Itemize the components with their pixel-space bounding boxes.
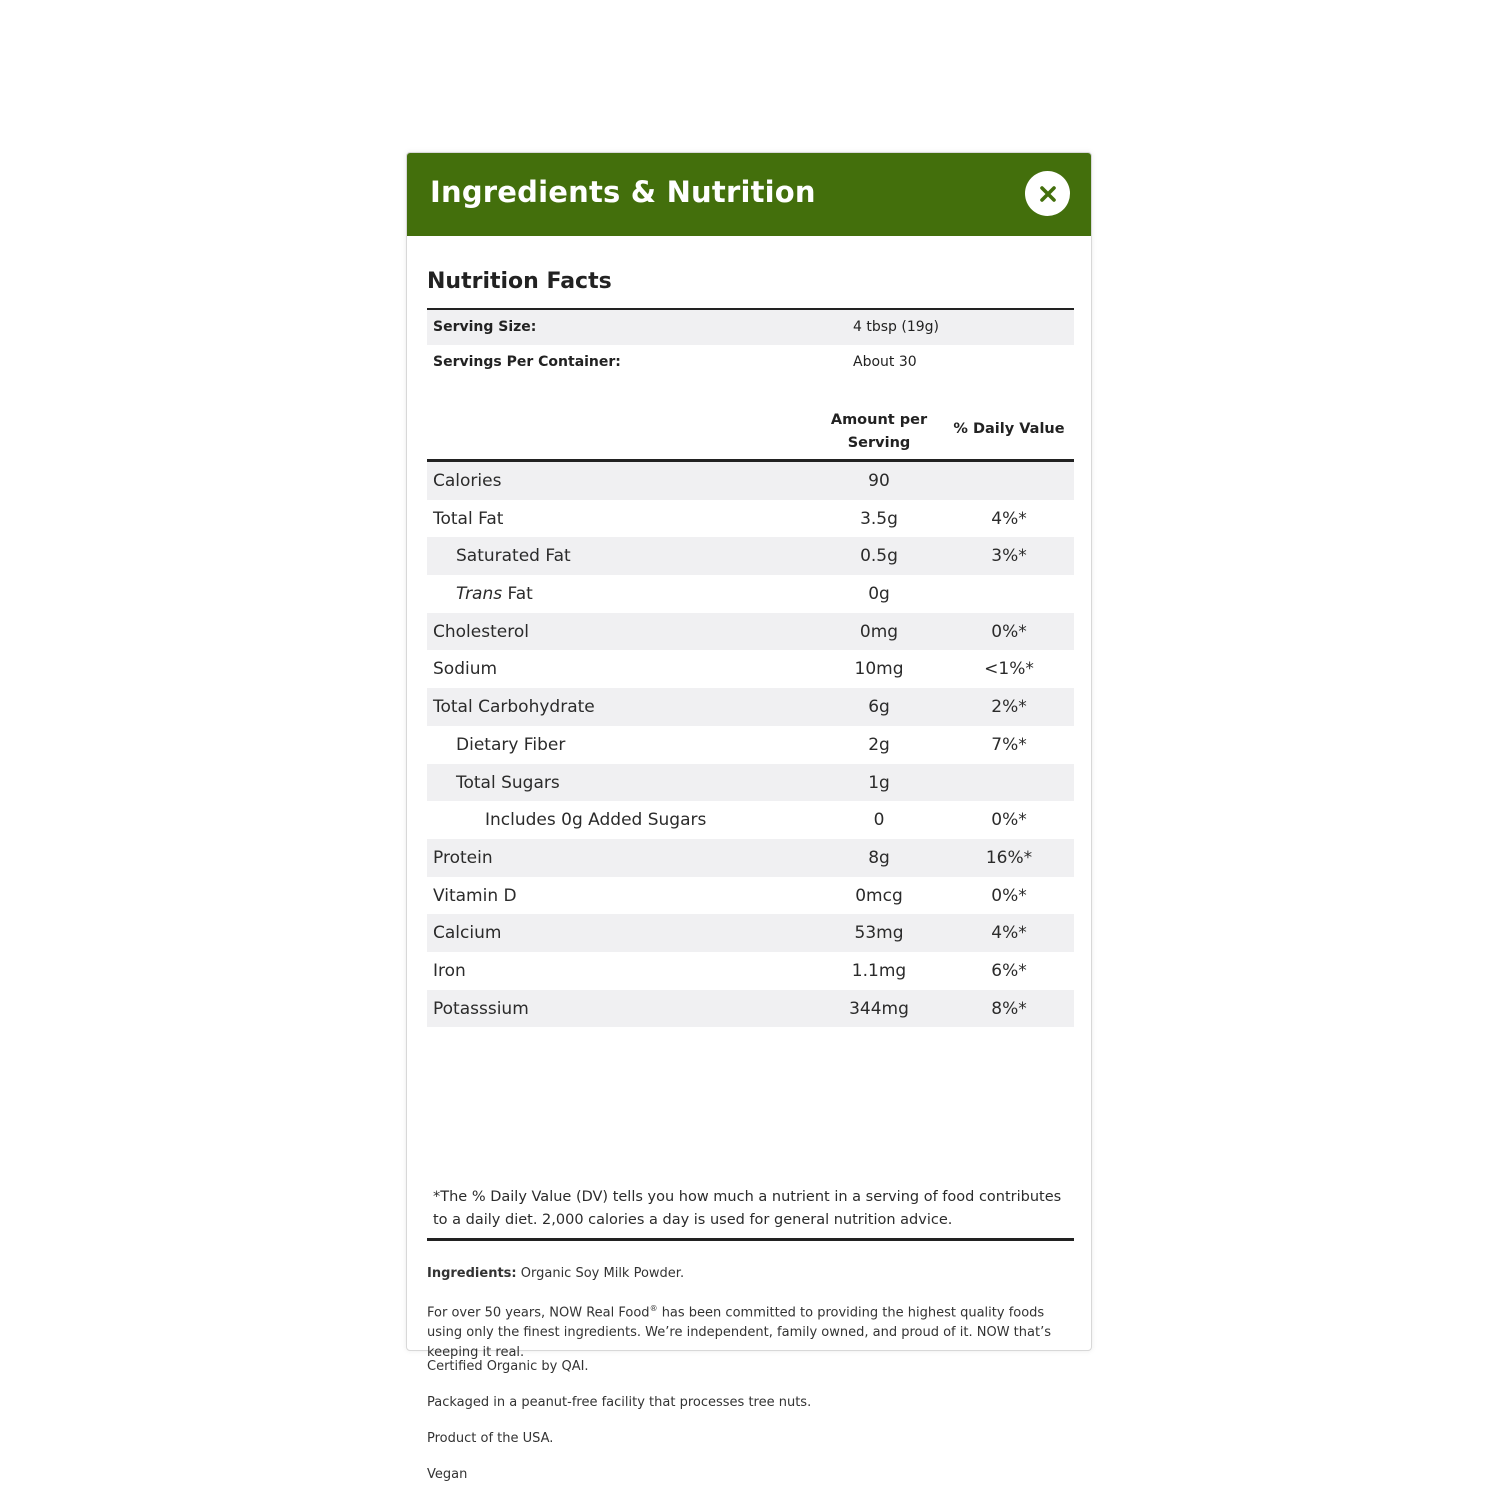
table-row xyxy=(427,764,1074,802)
nutrient-name: Cholesterol xyxy=(433,621,529,642)
nutrient-name xyxy=(456,584,533,604)
nutrient-name: Dietary Fiber xyxy=(456,734,566,755)
close-icon xyxy=(1038,184,1058,204)
packaged-text: Packaged in a peanut-free facility that processes tree nuts. xyxy=(427,1395,812,1410)
nutrient-table xyxy=(427,462,1074,1027)
nutrient-name: Total Fat xyxy=(433,508,504,529)
nutrient-name-rest: Fat xyxy=(502,584,533,605)
ingredients-value: Organic Soy Milk Powder. xyxy=(516,1266,685,1281)
nutrient-dv: 0%* xyxy=(991,885,1027,906)
table-row xyxy=(427,613,1074,651)
table-row xyxy=(427,726,1074,764)
nutrition-modal xyxy=(406,152,1092,1482)
nutrient-dv: 0%* xyxy=(991,621,1027,642)
nutrient-name: Vitamin D xyxy=(433,885,517,906)
servings-per-container-row xyxy=(427,345,1074,380)
nutrient-amount: 0g xyxy=(868,584,890,605)
nutrient-dv: 7%* xyxy=(991,734,1027,755)
nutrient-amount: 0mcg xyxy=(855,885,903,906)
nutrient-name: Saturated Fat xyxy=(456,546,571,567)
nutrient-name: Protein xyxy=(433,847,493,868)
table-row xyxy=(427,500,1074,538)
table-row xyxy=(427,839,1074,877)
vegan-text: Vegan xyxy=(427,1467,468,1482)
nutrient-dv: 8%* xyxy=(991,998,1027,1019)
serving-size-label: Serving Size: xyxy=(433,319,537,335)
ingredients-label: Ingredients: xyxy=(427,1266,517,1281)
table-row xyxy=(427,537,1074,575)
nutrient-dv: <1%* xyxy=(984,659,1034,680)
daily-value-footnote: *The % Daily Value (DV) tells you how much a nutrient in a serving of food contributes to a daily diet. 2,000 calories a day is used for general nutrition advice. xyxy=(433,1189,1062,1228)
nutrient-amount: 2g xyxy=(868,734,890,755)
servings-value: About 30 xyxy=(853,354,917,370)
nutrient-name: Calories xyxy=(433,471,502,491)
close-button[interactable] xyxy=(1025,171,1070,216)
table-header xyxy=(427,401,1074,456)
nutrient-amount: 0.5g xyxy=(860,546,898,567)
table-row xyxy=(427,801,1074,839)
nutrient-amount: 90 xyxy=(868,471,890,491)
nutrient-dv: 4%* xyxy=(991,508,1027,529)
nutrient-name: Includes 0g Added Sugars xyxy=(485,810,707,831)
nutrition-facts-title: Nutrition Facts xyxy=(427,269,612,294)
nutrient-name: Sodium xyxy=(433,659,498,680)
about-text-end: has been committed to providing the highest quality foods using only the finest ingredients. We’re independent, family owned, and proud of it. NOW that’s keeping it real. xyxy=(427,1305,1051,1361)
about-text-start: For over 50 years, NOW Real Food xyxy=(427,1305,650,1321)
table-row xyxy=(427,650,1074,688)
table-row xyxy=(427,575,1074,613)
nutrient-amount: 53mg xyxy=(854,923,904,944)
serving-size-value: 4 tbsp (19g) xyxy=(853,319,939,335)
amount-header-line1: Amount per xyxy=(830,412,928,428)
nutrient-amount: 0 xyxy=(873,810,885,831)
nutrient-amount: 10mg xyxy=(854,659,904,680)
nutrient-name: Total Sugars xyxy=(456,772,560,793)
nutrient-amount: 1g xyxy=(868,772,890,793)
nutrient-amount: 3.5g xyxy=(860,508,898,529)
nutrient-amount: 8g xyxy=(868,847,890,868)
origin-text: Product of the USA. xyxy=(427,1431,554,1446)
amount-header-line2: Serving xyxy=(847,435,911,451)
nutrient-name-italic: Trans xyxy=(456,584,503,605)
nutrient-name: Iron xyxy=(433,960,466,981)
ingredients-text xyxy=(427,1264,1087,1284)
table-row xyxy=(427,914,1074,952)
table-row xyxy=(427,952,1074,990)
table-row xyxy=(427,877,1074,915)
serving-size-row xyxy=(427,310,1074,345)
modal-title: Ingredients & Nutrition xyxy=(430,175,816,209)
nutrient-dv: 2%* xyxy=(991,697,1027,718)
daily-value-column-header: % Daily Value xyxy=(953,421,1065,437)
amount-column-header xyxy=(819,409,939,455)
nutrient-name: Total Carbohydrate xyxy=(433,697,595,718)
table-row xyxy=(427,462,1074,500)
nutrient-dv: 6%* xyxy=(991,960,1027,981)
modal-header xyxy=(407,153,1091,236)
nutrient-dv: 16%* xyxy=(985,847,1033,868)
divider-thick xyxy=(427,1238,1074,1241)
about-text xyxy=(427,1299,1077,1363)
nutrient-amount: 0mg xyxy=(859,621,899,642)
nutrient-dv: 0%* xyxy=(991,810,1027,831)
table-row xyxy=(427,990,1074,1028)
registered-mark: ® xyxy=(649,1304,658,1313)
nutrient-amount: 344mg xyxy=(849,998,909,1019)
nutrient-dv: 3%* xyxy=(991,546,1027,567)
nutrient-amount: 6g xyxy=(868,697,890,718)
nutrient-name: Calcium xyxy=(433,923,502,944)
certified-text: Certified Organic by QAI. xyxy=(427,1359,589,1374)
nutrient-amount: 1.1mg xyxy=(851,960,907,981)
nutrient-name: Potasssium xyxy=(433,998,529,1019)
table-row xyxy=(427,688,1074,726)
servings-label: Servings Per Container: xyxy=(433,354,621,370)
nutrient-dv: 4%* xyxy=(991,923,1027,944)
